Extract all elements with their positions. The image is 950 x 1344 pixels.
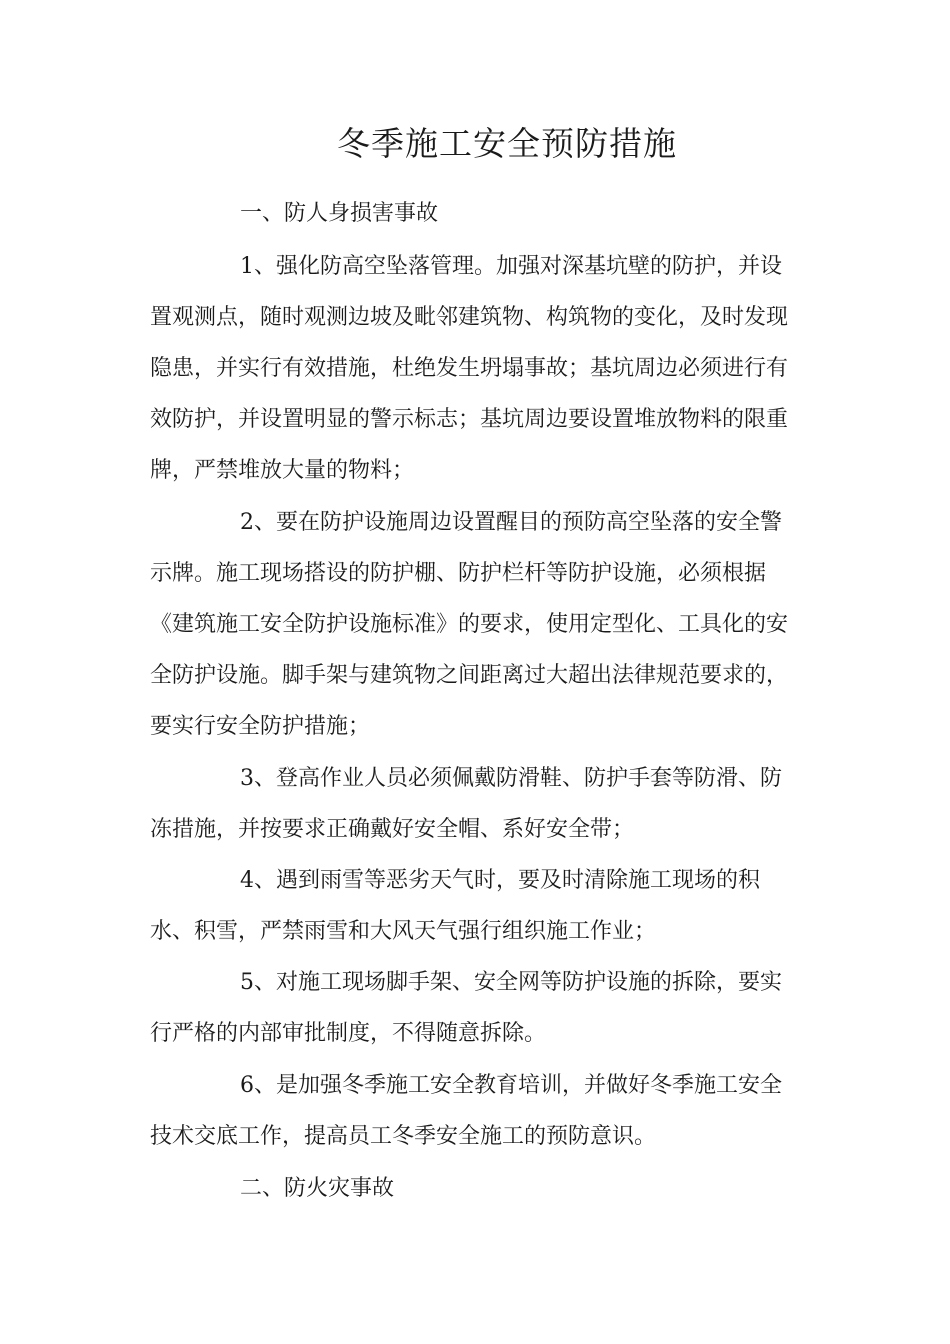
paragraph-2-line-4: 全防护设施。脚手架与建筑物之间距离过大超出法律规范要求的，: [150, 663, 789, 688]
paragraph-3-line-2: 冻措施，并按要求正确戴好安全帽、系好安全带；: [150, 817, 635, 842]
paragraph-6-line-2: 技术交底工作，提高员工冬季安全施工的预防意识。: [150, 1124, 657, 1149]
paragraph-1-line-4: 效防护，并设置明显的警示标志；基坑周边要设置堆放物料的限重: [150, 407, 789, 432]
paragraph-5-line-2: 行严格的内部审批制度，不得随意拆除。: [150, 1021, 547, 1046]
paragraph-6-line-1: 6、是加强冬季施工安全教育培训，并做好冬季施工安全: [240, 1073, 782, 1098]
paragraph-2-line-2: 示牌。施工现场搭设的防护棚、防护栏杆等防护设施，必须根据: [150, 561, 767, 586]
paragraph-1-line-1: 1、强化防高空坠落管理。加强对深基坑壁的防护，并设: [240, 254, 782, 279]
section-heading-2: 二、防火灾事故: [240, 1176, 395, 1201]
paragraph-1-line-2: 置观测点，随时观测边坡及毗邻建筑物、构筑物的变化，及时发现: [150, 305, 789, 330]
paragraph-4-line-2: 水、积雪，严禁雨雪和大风天气强行组织施工作业；: [150, 919, 657, 944]
paragraph-2-line-3: 《建筑施工安全防护设施标准》的要求，使用定型化、工具化的安: [150, 612, 789, 637]
paragraph-1-line-3: 隐患，并实行有效措施，杜绝发生坍塌事故；基坑周边必须进行有: [150, 356, 789, 381]
document-title: 冬季施工安全预防措施: [337, 124, 677, 163]
paragraph-3-line-1: 3、登高作业人员必须佩戴防滑鞋、防护手套等防滑、防: [240, 766, 782, 791]
paragraph-2-line-5: 要实行安全防护措施；: [150, 714, 371, 739]
paragraph-5-line-1: 5、对施工现场脚手架、安全网等防护设施的拆除，要实: [240, 970, 782, 995]
paragraph-2-line-1: 2、要在防护设施周边设置醒目的预防高空坠落的安全警: [240, 510, 782, 535]
paragraph-1-line-5: 牌，严禁堆放大量的物料；: [150, 458, 415, 483]
section-heading-1: 一、防人身损害事故: [240, 201, 439, 226]
paragraph-4-line-1: 4、遇到雨雪等恶劣天气时，要及时清除施工现场的积: [240, 868, 760, 893]
